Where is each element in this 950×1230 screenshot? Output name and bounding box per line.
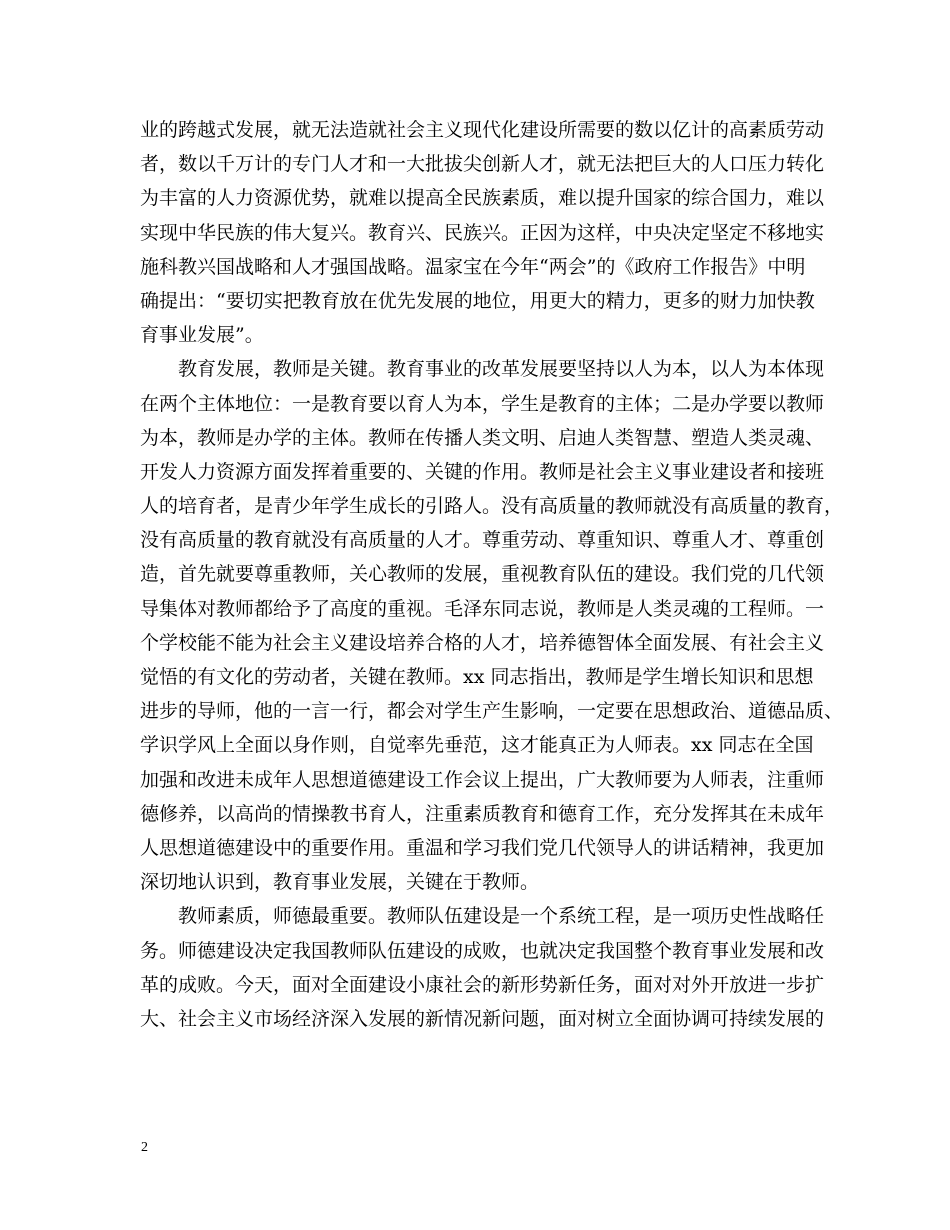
text-line: 确提出：“要切实把教育放在优先发展的地位，用更大的精力，更多的财力加快教 — [140, 289, 815, 312]
page-number: 2 — [141, 1140, 148, 1155]
text-line: 施科教兴国战略和人才强国战略。温家宝在今年“两会”的《政府工作报告》中明 — [140, 255, 806, 278]
document-body — [140, 113, 844, 1036]
text-line: 为丰富的人力资源优势，就难以提高全民族素质，难以提升国家的综合国力，难以 — [140, 187, 825, 210]
text-line: 进步的导师，他的一言一行，都会对学生产生影响，一定要在思想政治、道德品质、 — [140, 700, 844, 723]
text-line: 开发人力资源方面发挥着重要的、关键的作用。教师是社会主义事业建设者和接班 — [140, 460, 825, 483]
text-line: 大、社会主义市场经济深入发展的新情况新问题，面对树立全面协调可持续发展的 — [140, 1007, 825, 1030]
text-line: 者，数以千万计的专门人才和一大批拔尖创新人才，就无法把巨大的人口压力转化 — [140, 153, 825, 176]
text-line: 造，首先就要尊重教师，关心教师的发展，重视教育队伍的建设。我们党的几代领 — [140, 563, 825, 586]
text-line: 深切地认识到，教育事业发展，关键在于教师。 — [140, 871, 540, 894]
text-line: 教育发展，教师是关键。教育事业的改革发展要坚持以人为本，以人为本体现 — [140, 358, 825, 381]
text-line: 人的培育者，是青少年学生成长的引路人。没有高质量的教师就没有高质量的教育， — [140, 495, 844, 518]
text-line: 革的成败。今天，面对全面建设小康社会的新形势新任务，面对对外开放进一步扩 — [140, 973, 825, 996]
text-line: 务。师德建设决定我国教师队伍建设的成败，也就决定我国整个教育事业发展和改 — [140, 939, 825, 962]
text-line: 学识学风上全面以身作则，自觉率先垂范，这才能真正为人师表。xx 同志在全国 — [140, 734, 814, 757]
text-line: 教师素质，师德最重要。教师队伍建设是一个系统工程，是一项历史性战略任 — [140, 905, 825, 928]
text-line: 觉悟的有文化的劳动者，关键在教师。xx 同志指出，教师是学生增长知识和思想 — [140, 666, 814, 688]
text-line: 加强和改进未成年人思想道德建设工作会议上提出，广大教师要为人师表，注重师 — [140, 768, 825, 791]
text-line: 为本，教师是办学的主体。教师在传播人类文明、启迪人类智慧、塑造人类灵魂、 — [140, 426, 825, 449]
text-line: 没有高质量的教育就没有高质量的人才。尊重劳动、尊重知识、尊重人才、尊重创 — [140, 529, 825, 552]
text-line: 德修养，以高尚的情操教书育人，注重素质教育和德育工作，充分发挥其在未成年 — [140, 802, 825, 825]
text-line: 个学校能不能为社会主义建设培养合格的人才，培养德智体全面发展、有社会主义 — [140, 631, 825, 654]
text-line: 实现中华民族的伟大复兴。教育兴、民族兴。正因为这样，中央决定坚定不移地实 — [140, 221, 825, 244]
text-line: 导集体对教师都给予了高度的重视。毛泽东同志说，教师是人类灵魂的工程师。一 — [140, 597, 825, 620]
text-line: 人思想道德建设中的重要作用。重温和学习我们党几代领导人的讲话精神，我更加 — [140, 836, 825, 859]
text-line: 育事业发展”。 — [140, 324, 264, 347]
text-line: 在两个主体地位：一是教育要以育人为本，学生是教育的主体；二是办学要以教师 — [140, 392, 825, 415]
text-line: 业的跨越式发展，就无法造就社会主义现代化建设所需要的数以亿计的高素质劳动 — [140, 119, 825, 141]
